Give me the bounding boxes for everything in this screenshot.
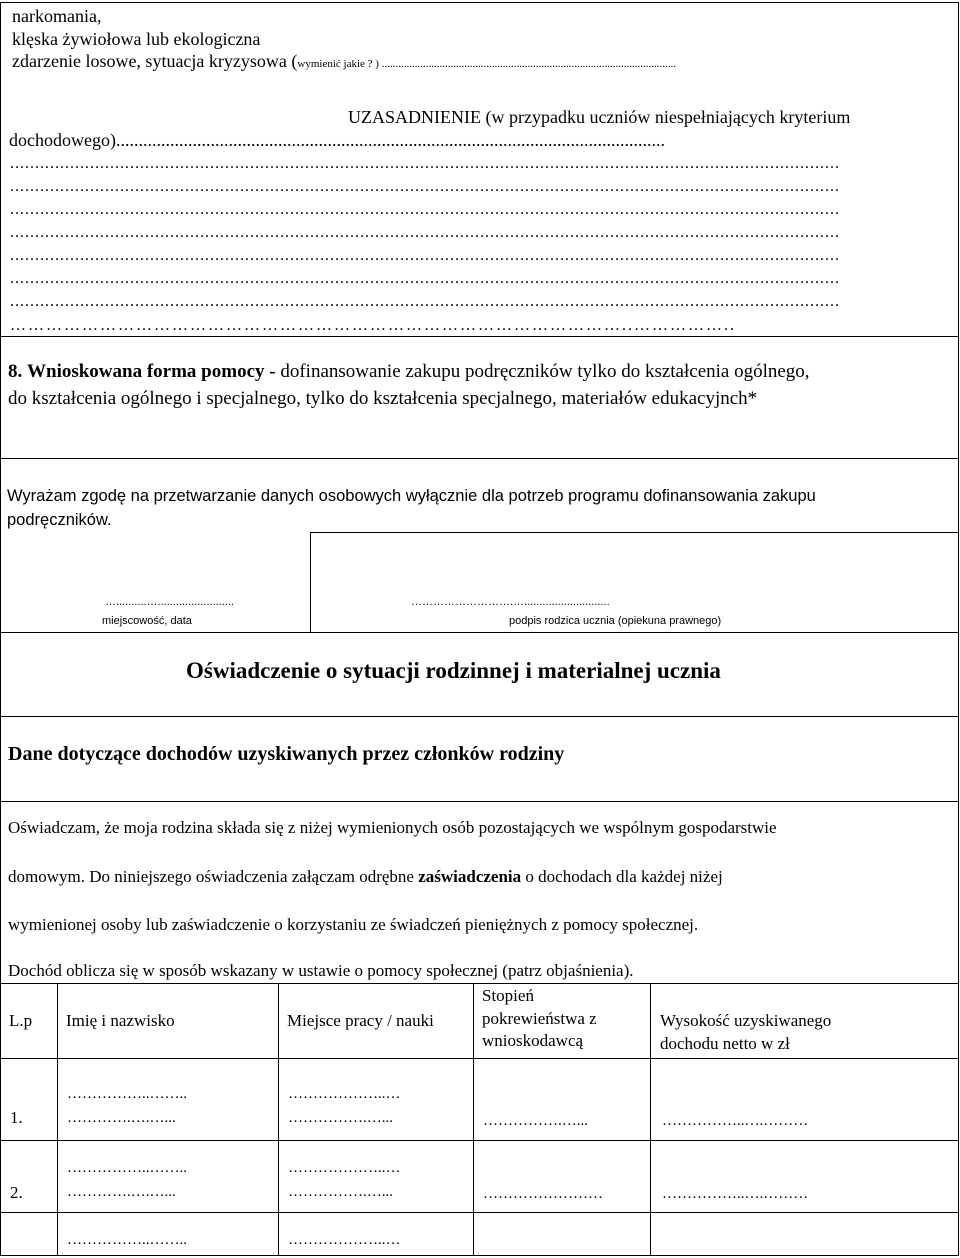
list-item-disaster: klęska żywiołowa lub ekologiczna [12,29,261,49]
row-1-work-field[interactable]: ………………..… [288,1086,401,1102]
row-1-work-field[interactable]: …………….…... [288,1110,393,1126]
row-2-name-field[interactable]: ………….….…... [67,1184,176,1200]
justification-line[interactable]: ...................................................................................................................................................................... [10,178,840,195]
list-item-drug-addiction: narkomania, [12,6,102,26]
row-1-name-field[interactable]: ……………..…….. [67,1086,187,1102]
row-1-name-field[interactable]: ………….….…... [67,1110,176,1126]
table-row-border [0,1140,959,1141]
declaration-text-2b: o dochodach dla każdej niżej [521,867,723,886]
table-col-divider [473,983,474,1256]
justification-field[interactable]: dochodowego).......................................................................................................................... [9,130,665,150]
justification-line[interactable]: ...................................................................................................................................................................... [10,270,840,287]
declaration-text-2a: domowym. Do niniejszego oświadczenia załączam odrębne [8,867,419,886]
header-name: Imię i nazwisko [66,1011,175,1030]
list-item-random-event [12,51,676,72]
justification-line[interactable]: ...................................................................................................................................................................... [10,293,840,310]
justification-line[interactable]: …………………………………………………………………………………………..…………….. [10,317,736,334]
row-2-work-field[interactable]: …………….…... [288,1184,393,1200]
specify-note: wymienić jakie ? ) ........................................................................................................... [297,58,676,70]
row-2-name-field[interactable]: ……………..…….. [67,1160,187,1176]
header-kinship-1: Stopień [482,986,534,1005]
row-3-work-field[interactable]: ………………..… [288,1232,401,1248]
justification-line[interactable]: ...................................................................................................................................................................... [10,201,840,218]
section-8-title: Wnioskowana forma pomocy - [27,361,281,382]
place-date-field[interactable]: …..........…......................... [105,596,234,608]
place-date-label: miejscowość, data [102,615,192,627]
declaration-text-4: Dochód oblicza się w sposób wskazany w ustawie o pomocy społecznej (patrz objaśnienia). [8,961,634,980]
header-income-1: Wysokość uzyskiwanego [660,1011,832,1030]
header-income-2: dochodu netto w zł [660,1034,790,1053]
signature-area-top-line [310,532,959,533]
header-kinship-3: wnioskodawcą [482,1031,584,1050]
table-header-border [0,1058,959,1059]
row-1-kinship-field[interactable]: …………….…... [483,1113,588,1129]
header-lp: L.p [9,1011,33,1030]
declaration-certificates: zaświadczenia [418,867,522,886]
income-subtitle: Dane dotyczące dochodów uzyskiwanych przez członków rodziny [8,743,565,765]
declaration-title: Oświadczenie o sytuacji rodzinnej i materialnej ucznia [186,658,721,683]
table-col-divider [650,983,651,1256]
table-row-border [0,1212,959,1213]
row-2-number: 2. [10,1183,23,1202]
justification-label: UZASADNIENIE (w przypadku uczniów niespełniających kryterium [348,107,851,127]
signature-field[interactable]: ……………………….…............................ [411,596,610,608]
section-8-number: 8. [8,361,23,382]
row-2-income-field[interactable]: ……………..….……… [662,1186,809,1202]
signature-area-divider [310,532,311,632]
section-8-text-1: dofinansowanie zakupu podręczników tylko do kształcenia ogólnego, [280,361,810,382]
table-top-border [0,983,959,984]
justification-line[interactable]: ...................................................................................................................................................................... [10,224,840,241]
justification-line[interactable]: ...................................................................................................................................................................... [10,155,840,172]
consent-text-1: Wyrażam zgodę na przetwarzanie danych osobowych wyłącznie dla potrzeb programu dofinansowania zakupu [7,487,816,505]
row-2-kinship-field[interactable]: …………………… [483,1186,603,1202]
random-event-label: zdarzenie losowe, sytuacja kryzysowa ( [12,51,298,71]
row-1-income-field[interactable]: ……………..….……… [662,1113,809,1129]
table-col-divider [57,983,58,1256]
table-col-divider [278,983,279,1256]
declaration-text-2 [8,867,723,887]
row-1-number: 1. [10,1108,23,1127]
declaration-text-3: wymienionej osoby lub zaświadczenie o korzystaniu ze świadczeń pieniężnych z pomocy społecznej. [8,915,699,934]
declaration-text-1: Oświadczam, że moja rodzina składa się z niżej wymienionych osób pozostających we wspólnym gospodarstwie [8,818,777,837]
section-8-text-2: do kształcenia ogólnego i specjalnego, tylko do kształcenia specjalnego, materiałów edukacyjnch* [8,388,758,409]
section-8-heading [8,361,810,383]
consent-text-2: podręczników. [7,511,112,529]
row-2-work-field[interactable]: ………………..… [288,1160,401,1176]
signature-label: podpis rodzica ucznia (opiekuna prawnego) [509,615,722,627]
justification-line[interactable]: ...................................................................................................................................................................... [10,247,840,264]
header-kinship-2: pokrewieństwa z [482,1009,597,1028]
header-work: Miejsce pracy / nauki [287,1011,434,1030]
row-3-name-field[interactable]: ……………..…….. [67,1232,187,1248]
